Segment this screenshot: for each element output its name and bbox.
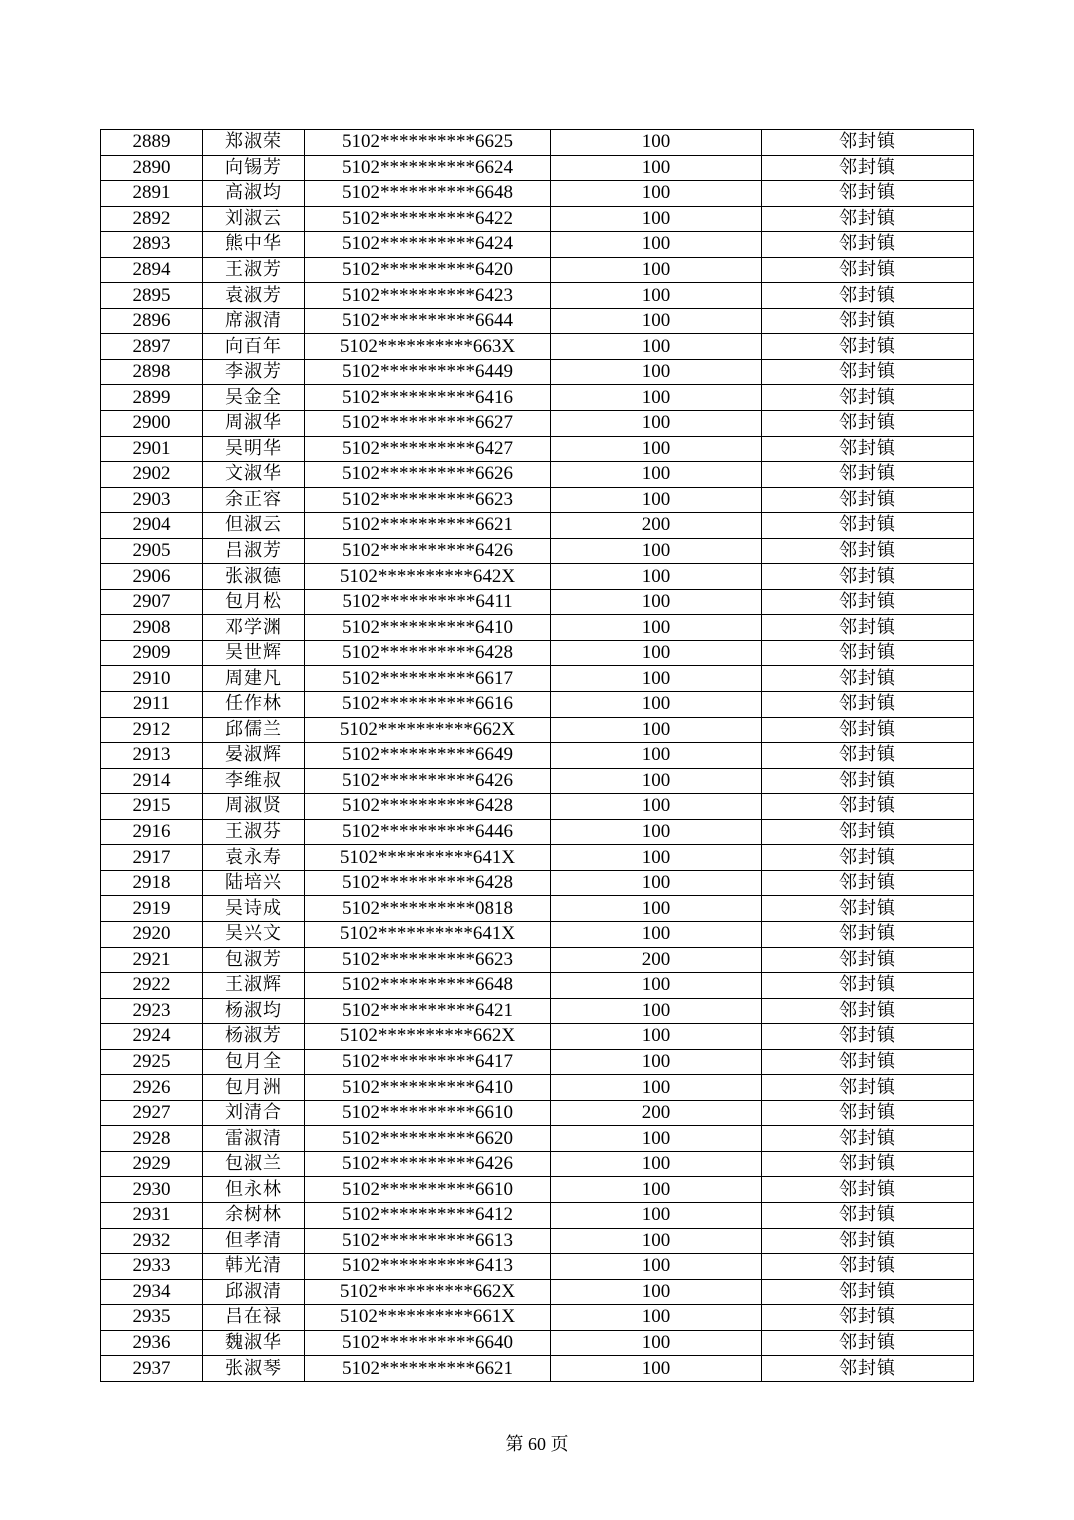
id-number-cell: 5102**********662X <box>305 1024 551 1050</box>
town-cell: 邻封镇 <box>762 564 974 590</box>
row-number-cell: 2928 <box>101 1126 203 1152</box>
table-row <box>101 1356 974 1382</box>
row-number-cell: 2917 <box>101 845 203 871</box>
town-cell: 邻封镇 <box>762 743 974 769</box>
table-row <box>101 1305 974 1331</box>
id-number-cell: 5102**********6648 <box>305 973 551 999</box>
town-cell: 邻封镇 <box>762 1330 974 1356</box>
town-cell: 邻封镇 <box>762 257 974 283</box>
row-number-cell: 2912 <box>101 717 203 743</box>
row-number-cell: 2898 <box>101 359 203 385</box>
id-number-cell: 5102**********6411 <box>305 589 551 615</box>
town-cell: 邻封镇 <box>762 1177 974 1203</box>
amount-cell: 100 <box>551 743 762 769</box>
amount-cell: 100 <box>551 232 762 258</box>
id-number-cell: 5102**********6644 <box>305 308 551 334</box>
name-cell: 向百年 <box>203 334 305 360</box>
name-cell: 包月全 <box>203 1049 305 1075</box>
table-row <box>101 232 974 258</box>
town-cell: 邻封镇 <box>762 334 974 360</box>
name-cell: 袁淑芳 <box>203 283 305 309</box>
amount-cell: 100 <box>551 615 762 641</box>
row-number-cell: 2922 <box>101 973 203 999</box>
amount-cell: 100 <box>551 1151 762 1177</box>
town-cell: 邻封镇 <box>762 998 974 1024</box>
amount-cell: 100 <box>551 973 762 999</box>
row-number-cell: 2893 <box>101 232 203 258</box>
row-number-cell: 2910 <box>101 666 203 692</box>
table-row <box>101 1279 974 1305</box>
town-cell: 邻封镇 <box>762 385 974 411</box>
town-cell: 邻封镇 <box>762 1075 974 1101</box>
town-cell: 邻封镇 <box>762 896 974 922</box>
row-number-cell: 2935 <box>101 1305 203 1331</box>
name-cell: 邱淑清 <box>203 1279 305 1305</box>
table-row <box>101 385 974 411</box>
amount-cell: 100 <box>551 1075 762 1101</box>
name-cell: 周建凡 <box>203 666 305 692</box>
row-number-cell: 2923 <box>101 998 203 1024</box>
row-number-cell: 2921 <box>101 947 203 973</box>
amount-cell: 100 <box>551 819 762 845</box>
amount-cell: 100 <box>551 487 762 513</box>
id-number-cell: 5102**********6410 <box>305 615 551 641</box>
id-number-cell: 5102**********6610 <box>305 1177 551 1203</box>
name-cell: 余正容 <box>203 487 305 513</box>
amount-cell: 100 <box>551 155 762 181</box>
town-cell: 邻封镇 <box>762 130 974 156</box>
town-cell: 邻封镇 <box>762 947 974 973</box>
row-number-cell: 2933 <box>101 1254 203 1280</box>
town-cell: 邻封镇 <box>762 589 974 615</box>
row-number-cell: 2894 <box>101 257 203 283</box>
id-number-cell: 5102**********6627 <box>305 411 551 437</box>
id-number-cell: 5102**********662X <box>305 1279 551 1305</box>
name-cell: 吴诗成 <box>203 896 305 922</box>
name-cell: 郑淑荣 <box>203 130 305 156</box>
table-row <box>101 896 974 922</box>
id-number-cell: 5102**********6422 <box>305 206 551 232</box>
amount-cell: 100 <box>551 870 762 896</box>
name-cell: 周淑华 <box>203 411 305 437</box>
town-cell: 邻封镇 <box>762 819 974 845</box>
town-cell: 邻封镇 <box>762 206 974 232</box>
page-number: 第 60 页 <box>505 1434 569 1454</box>
amount-cell: 100 <box>551 1305 762 1331</box>
table-row <box>101 921 974 947</box>
table-row <box>101 1254 974 1280</box>
name-cell: 包淑兰 <box>203 1151 305 1177</box>
name-cell: 李淑芳 <box>203 359 305 385</box>
row-number-cell: 2930 <box>101 1177 203 1203</box>
table-row <box>101 334 974 360</box>
town-cell: 邻封镇 <box>762 538 974 564</box>
town-cell: 邻封镇 <box>762 717 974 743</box>
name-cell: 王淑芳 <box>203 257 305 283</box>
amount-cell: 100 <box>551 1279 762 1305</box>
town-cell: 邻封镇 <box>762 1356 974 1382</box>
table-row <box>101 487 974 513</box>
table-row <box>101 1202 974 1228</box>
amount-cell: 100 <box>551 717 762 743</box>
town-cell: 邻封镇 <box>762 921 974 947</box>
amount-cell: 100 <box>551 411 762 437</box>
amount-cell: 100 <box>551 1202 762 1228</box>
id-number-cell: 5102**********6449 <box>305 359 551 385</box>
amount-cell: 100 <box>551 206 762 232</box>
subsidy-table <box>100 129 974 1382</box>
town-cell: 邻封镇 <box>762 155 974 181</box>
name-cell: 但永林 <box>203 1177 305 1203</box>
amount-cell: 200 <box>551 947 762 973</box>
town-cell: 邻封镇 <box>762 615 974 641</box>
id-number-cell: 5102**********6428 <box>305 870 551 896</box>
id-number-cell: 5102**********663X <box>305 334 551 360</box>
name-cell: 刘清合 <box>203 1100 305 1126</box>
name-cell: 吴明华 <box>203 436 305 462</box>
row-number-cell: 2899 <box>101 385 203 411</box>
row-number-cell: 2904 <box>101 513 203 539</box>
name-cell: 陆培兴 <box>203 870 305 896</box>
row-number-cell: 2927 <box>101 1100 203 1126</box>
town-cell: 邻封镇 <box>762 411 974 437</box>
amount-cell: 100 <box>551 1177 762 1203</box>
id-number-cell: 5102**********6421 <box>305 998 551 1024</box>
row-number-cell: 2895 <box>101 283 203 309</box>
name-cell: 李维叔 <box>203 768 305 794</box>
table-row <box>101 1049 974 1075</box>
town-cell: 邻封镇 <box>762 283 974 309</box>
town-cell: 邻封镇 <box>762 768 974 794</box>
name-cell: 邱儒兰 <box>203 717 305 743</box>
amount-cell: 100 <box>551 385 762 411</box>
name-cell: 魏淑华 <box>203 1330 305 1356</box>
row-number-cell: 2925 <box>101 1049 203 1075</box>
name-cell: 包月洲 <box>203 1075 305 1101</box>
row-number-cell: 2934 <box>101 1279 203 1305</box>
table-row <box>101 589 974 615</box>
name-cell: 吴金全 <box>203 385 305 411</box>
amount-cell: 100 <box>551 1356 762 1382</box>
name-cell: 吕在禄 <box>203 1305 305 1331</box>
id-number-cell: 5102**********642X <box>305 564 551 590</box>
id-number-cell: 5102**********6626 <box>305 462 551 488</box>
name-cell: 王淑芬 <box>203 819 305 845</box>
amount-cell: 100 <box>551 436 762 462</box>
table-row <box>101 845 974 871</box>
amount-cell: 100 <box>551 1024 762 1050</box>
table-row <box>101 743 974 769</box>
id-number-cell: 5102**********6420 <box>305 257 551 283</box>
amount-cell: 100 <box>551 896 762 922</box>
town-cell: 邻封镇 <box>762 359 974 385</box>
table-row <box>101 1100 974 1126</box>
id-number-cell: 5102**********6416 <box>305 385 551 411</box>
id-number-cell: 5102**********0818 <box>305 896 551 922</box>
id-number-cell: 5102**********641X <box>305 845 551 871</box>
amount-cell: 100 <box>551 538 762 564</box>
amount-cell: 100 <box>551 589 762 615</box>
town-cell: 邻封镇 <box>762 692 974 718</box>
name-cell: 但孝清 <box>203 1228 305 1254</box>
id-number-cell: 5102**********6649 <box>305 743 551 769</box>
id-number-cell: 5102**********661X <box>305 1305 551 1331</box>
row-number-cell: 2909 <box>101 640 203 666</box>
row-number-cell: 2891 <box>101 181 203 207</box>
table-row <box>101 1151 974 1177</box>
table-row <box>101 717 974 743</box>
id-number-cell: 5102**********6412 <box>305 1202 551 1228</box>
town-cell: 邻封镇 <box>762 1100 974 1126</box>
table-body <box>101 130 974 1382</box>
name-cell: 任作林 <box>203 692 305 718</box>
table-row <box>101 359 974 385</box>
id-number-cell: 5102**********662X <box>305 717 551 743</box>
id-number-cell: 5102**********6424 <box>305 232 551 258</box>
id-number-cell: 5102**********6428 <box>305 640 551 666</box>
name-cell: 周淑贤 <box>203 794 305 820</box>
amount-cell: 100 <box>551 998 762 1024</box>
row-number-cell: 2919 <box>101 896 203 922</box>
town-cell: 邻封镇 <box>762 1228 974 1254</box>
id-number-cell: 5102**********6623 <box>305 487 551 513</box>
amount-cell: 100 <box>551 181 762 207</box>
amount-cell: 100 <box>551 564 762 590</box>
table-row <box>101 1177 974 1203</box>
town-cell: 邻封镇 <box>762 462 974 488</box>
name-cell: 但淑云 <box>203 513 305 539</box>
id-number-cell: 5102**********6640 <box>305 1330 551 1356</box>
name-cell: 王淑辉 <box>203 973 305 999</box>
amount-cell: 200 <box>551 1100 762 1126</box>
row-number-cell: 2900 <box>101 411 203 437</box>
table-row <box>101 436 974 462</box>
name-cell: 包淑芳 <box>203 947 305 973</box>
amount-cell: 100 <box>551 1126 762 1152</box>
table-row <box>101 257 974 283</box>
table-row <box>101 155 974 181</box>
table-row <box>101 768 974 794</box>
name-cell: 余树林 <box>203 1202 305 1228</box>
row-number-cell: 2896 <box>101 308 203 334</box>
row-number-cell: 2889 <box>101 130 203 156</box>
town-cell: 邻封镇 <box>762 1024 974 1050</box>
town-cell: 邻封镇 <box>762 640 974 666</box>
town-cell: 邻封镇 <box>762 666 974 692</box>
table-row <box>101 411 974 437</box>
id-number-cell: 5102**********6446 <box>305 819 551 845</box>
id-number-cell: 5102**********6617 <box>305 666 551 692</box>
name-cell: 晏淑辉 <box>203 743 305 769</box>
amount-cell: 200 <box>551 513 762 539</box>
row-number-cell: 2897 <box>101 334 203 360</box>
town-cell: 邻封镇 <box>762 1126 974 1152</box>
row-number-cell: 2905 <box>101 538 203 564</box>
table-row <box>101 1024 974 1050</box>
name-cell: 张淑德 <box>203 564 305 590</box>
amount-cell: 100 <box>551 1330 762 1356</box>
table-row <box>101 794 974 820</box>
town-cell: 邻封镇 <box>762 513 974 539</box>
row-number-cell: 2915 <box>101 794 203 820</box>
amount-cell: 100 <box>551 359 762 385</box>
amount-cell: 100 <box>551 1228 762 1254</box>
id-number-cell: 5102**********6427 <box>305 436 551 462</box>
id-number-cell: 5102**********6625 <box>305 130 551 156</box>
town-cell: 邻封镇 <box>762 436 974 462</box>
row-number-cell: 2926 <box>101 1075 203 1101</box>
id-number-cell: 5102**********6621 <box>305 1356 551 1382</box>
id-number-cell: 5102**********6423 <box>305 283 551 309</box>
town-cell: 邻封镇 <box>762 181 974 207</box>
table-row <box>101 181 974 207</box>
table-row <box>101 462 974 488</box>
id-number-cell: 5102**********6426 <box>305 1151 551 1177</box>
amount-cell: 100 <box>551 1254 762 1280</box>
town-cell: 邻封镇 <box>762 487 974 513</box>
table-row <box>101 819 974 845</box>
id-number-cell: 5102**********6410 <box>305 1075 551 1101</box>
table-row <box>101 1075 974 1101</box>
amount-cell: 100 <box>551 768 762 794</box>
row-number-cell: 2892 <box>101 206 203 232</box>
name-cell: 杨淑芳 <box>203 1024 305 1050</box>
name-cell: 吕淑芳 <box>203 538 305 564</box>
name-cell: 吴世辉 <box>203 640 305 666</box>
table-row <box>101 538 974 564</box>
row-number-cell: 2924 <box>101 1024 203 1050</box>
row-number-cell: 2937 <box>101 1356 203 1382</box>
name-cell: 向锡芳 <box>203 155 305 181</box>
id-number-cell: 5102**********6624 <box>305 155 551 181</box>
id-number-cell: 5102**********6413 <box>305 1254 551 1280</box>
row-number-cell: 2907 <box>101 589 203 615</box>
id-number-cell: 5102**********6610 <box>305 1100 551 1126</box>
id-number-cell: 5102**********6426 <box>305 538 551 564</box>
table-row <box>101 130 974 156</box>
row-number-cell: 2911 <box>101 692 203 718</box>
name-cell: 熊中华 <box>203 232 305 258</box>
town-cell: 邻封镇 <box>762 1202 974 1228</box>
town-cell: 邻封镇 <box>762 870 974 896</box>
row-number-cell: 2914 <box>101 768 203 794</box>
name-cell: 邓学渊 <box>203 615 305 641</box>
name-cell: 吴兴文 <box>203 921 305 947</box>
name-cell: 雷淑清 <box>203 1126 305 1152</box>
table-row <box>101 564 974 590</box>
name-cell: 袁永寿 <box>203 845 305 871</box>
amount-cell: 100 <box>551 130 762 156</box>
row-number-cell: 2906 <box>101 564 203 590</box>
table-row <box>101 1330 974 1356</box>
table-row <box>101 692 974 718</box>
town-cell: 邻封镇 <box>762 1151 974 1177</box>
id-number-cell: 5102**********641X <box>305 921 551 947</box>
amount-cell: 100 <box>551 692 762 718</box>
town-cell: 邻封镇 <box>762 1254 974 1280</box>
town-cell: 邻封镇 <box>762 973 974 999</box>
amount-cell: 100 <box>551 334 762 360</box>
table-row <box>101 615 974 641</box>
row-number-cell: 2903 <box>101 487 203 513</box>
table-row <box>101 998 974 1024</box>
table-row <box>101 206 974 232</box>
id-number-cell: 5102**********6426 <box>305 768 551 794</box>
id-number-cell: 5102**********6620 <box>305 1126 551 1152</box>
table-row <box>101 870 974 896</box>
row-number-cell: 2936 <box>101 1330 203 1356</box>
table-row <box>101 513 974 539</box>
name-cell: 高淑均 <box>203 181 305 207</box>
name-cell: 刘淑云 <box>203 206 305 232</box>
row-number-cell: 2901 <box>101 436 203 462</box>
id-number-cell: 5102**********6616 <box>305 692 551 718</box>
amount-cell: 100 <box>551 257 762 283</box>
amount-cell: 100 <box>551 794 762 820</box>
name-cell: 席淑清 <box>203 308 305 334</box>
amount-cell: 100 <box>551 462 762 488</box>
amount-cell: 100 <box>551 666 762 692</box>
table-row <box>101 640 974 666</box>
row-number-cell: 2890 <box>101 155 203 181</box>
id-number-cell: 5102**********6613 <box>305 1228 551 1254</box>
name-cell: 包月松 <box>203 589 305 615</box>
row-number-cell: 2920 <box>101 921 203 947</box>
table-row <box>101 283 974 309</box>
row-number-cell: 2918 <box>101 870 203 896</box>
town-cell: 邻封镇 <box>762 794 974 820</box>
name-cell: 文淑华 <box>203 462 305 488</box>
amount-cell: 100 <box>551 1049 762 1075</box>
amount-cell: 100 <box>551 640 762 666</box>
town-cell: 邻封镇 <box>762 845 974 871</box>
town-cell: 邻封镇 <box>762 308 974 334</box>
row-number-cell: 2902 <box>101 462 203 488</box>
row-number-cell: 2908 <box>101 615 203 641</box>
id-number-cell: 5102**********6623 <box>305 947 551 973</box>
table-row <box>101 666 974 692</box>
row-number-cell: 2932 <box>101 1228 203 1254</box>
table-row <box>101 947 974 973</box>
amount-cell: 100 <box>551 308 762 334</box>
amount-cell: 100 <box>551 921 762 947</box>
name-cell: 韩光清 <box>203 1254 305 1280</box>
table-row <box>101 1228 974 1254</box>
row-number-cell: 2916 <box>101 819 203 845</box>
amount-cell: 100 <box>551 845 762 871</box>
row-number-cell: 2929 <box>101 1151 203 1177</box>
table-row <box>101 308 974 334</box>
name-cell: 张淑琴 <box>203 1356 305 1382</box>
table-row <box>101 1126 974 1152</box>
row-number-cell: 2931 <box>101 1202 203 1228</box>
id-number-cell: 5102**********6648 <box>305 181 551 207</box>
table-row <box>101 973 974 999</box>
town-cell: 邻封镇 <box>762 1049 974 1075</box>
id-number-cell: 5102**********6417 <box>305 1049 551 1075</box>
id-number-cell: 5102**********6621 <box>305 513 551 539</box>
town-cell: 邻封镇 <box>762 1305 974 1331</box>
id-number-cell: 5102**********6428 <box>305 794 551 820</box>
name-cell: 杨淑均 <box>203 998 305 1024</box>
row-number-cell: 2913 <box>101 743 203 769</box>
town-cell: 邻封镇 <box>762 232 974 258</box>
town-cell: 邻封镇 <box>762 1279 974 1305</box>
amount-cell: 100 <box>551 283 762 309</box>
